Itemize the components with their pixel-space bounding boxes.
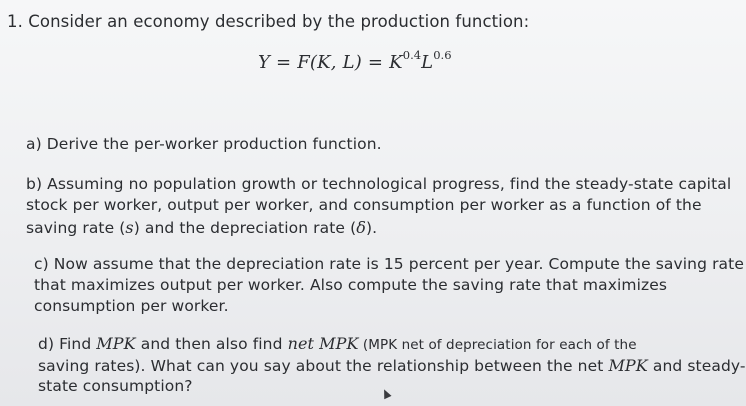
part-d-line-1-mid: and then also find <box>135 335 288 353</box>
part-c-line-2: that maximizes output per worker. Also compute the saving rate that maximizes <box>34 276 668 294</box>
part-d-line-2 <box>38 356 746 376</box>
part-d-line-1-small: (MPK net of depreciation for each of the <box>358 337 637 353</box>
exponent-l: 0.6 <box>433 48 452 62</box>
question-intro: 1. Consider an economy described by the production function: <box>7 12 530 31</box>
part-b-line-3-post: ). <box>365 219 378 237</box>
net-mpk-symbol-2: MPK <box>608 356 648 375</box>
depreciation-symbol: δ <box>356 218 366 237</box>
mouse-cursor-icon <box>380 388 391 400</box>
part-b-line-1: b) Assuming no population growth or technological progress, find the steady-state capital <box>26 175 732 193</box>
production-function-equation <box>258 44 452 74</box>
part-d-line-3: state consumption? <box>38 377 193 395</box>
part-d-line-2-pre: saving rates). What can you say about the relationship between the net <box>38 357 609 375</box>
mpk-symbol: MPK <box>96 334 136 353</box>
equation-l: L <box>421 52 434 73</box>
equation-lhs: Y = F(K, L) = K <box>258 52 403 73</box>
part-c-line-3: consumption per worker. <box>34 297 229 315</box>
saving-rate-symbol: s <box>125 218 134 237</box>
part-a: a) Derive the per-worker production function. <box>26 135 382 153</box>
part-d-line-2-post: and steady- <box>647 357 746 375</box>
exponent-k: 0.4 <box>402 48 422 62</box>
part-c-line-1: c) Now assume that the depreciation rate is 15 percent per year. Compute the saving rate <box>34 255 744 273</box>
net-symbol: net <box>287 334 315 353</box>
part-b-line-2: stock per worker, output per worker, and consumption per worker as a function of the <box>26 196 702 214</box>
part-d-line-1 <box>38 334 637 355</box>
part-b-line-3 <box>26 218 377 238</box>
part-d-line-1-pre: d) Find <box>38 335 97 353</box>
part-b-line-3-pre: saving rate ( <box>26 219 126 237</box>
net-mpk-symbol: MPK <box>319 334 359 353</box>
part-b-line-3-mid: ) and the depreciation rate ( <box>133 219 357 237</box>
